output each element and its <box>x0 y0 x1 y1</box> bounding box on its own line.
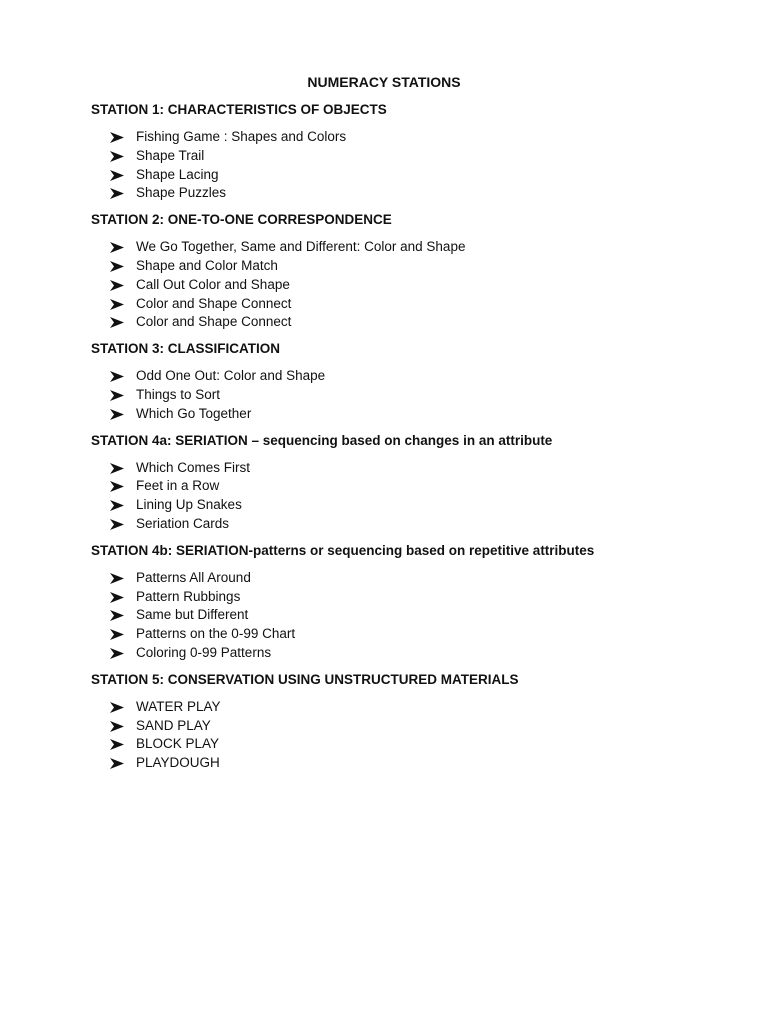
activity-item <box>110 515 731 534</box>
activity-item <box>110 606 731 625</box>
activity-item <box>110 367 731 386</box>
activity-label: Patterns All Around <box>136 569 251 585</box>
activity-item <box>110 717 731 736</box>
arrowhead-bullet-icon <box>110 573 124 584</box>
activity-item <box>110 147 731 166</box>
station-activity-list <box>91 238 731 332</box>
arrowhead-bullet-icon <box>110 317 124 328</box>
activity-item <box>110 569 731 588</box>
arrowhead-bullet-icon <box>110 610 124 621</box>
activity-item <box>110 295 731 314</box>
activity-label: PLAYDOUGH <box>136 755 220 771</box>
activity-label: Shape Puzzles <box>136 185 227 201</box>
station-section <box>91 211 731 332</box>
arrowhead-bullet-icon <box>110 519 124 530</box>
station-activity-list <box>91 128 731 203</box>
activity-label: Same but Different <box>136 607 249 623</box>
activity-label: Call Out Color and Shape <box>136 276 290 292</box>
station-heading: STATION 1: CHARACTERISTICS OF OBJECTS <box>91 102 387 117</box>
arrowhead-bullet-icon <box>110 648 124 659</box>
station-activity-list <box>91 569 731 663</box>
station-heading: STATION 5: CONSERVATION USING UNSTRUCTURED MATERIALS <box>91 671 519 687</box>
activity-label: Odd One Out: Color and Shape <box>136 368 326 384</box>
station-section <box>91 671 731 773</box>
activity-label: Feet in a Row <box>136 478 220 494</box>
activity-item <box>110 588 731 607</box>
station-heading: STATION 4b: SERIATION-patterns or sequencing based on repetitive attributes <box>91 542 595 558</box>
arrowhead-bullet-icon <box>110 170 124 181</box>
activity-item <box>110 698 731 717</box>
activity-label: Shape Lacing <box>136 166 219 182</box>
station-heading: STATION 3: CLASSIFICATION <box>91 341 280 357</box>
arrowhead-bullet-icon <box>110 261 124 272</box>
activity-item <box>110 166 731 185</box>
activity-item <box>110 459 731 478</box>
station-heading: STATION 4a: SERIATION – sequencing based on changes in an attribute <box>91 432 553 448</box>
activity-label: We Go Together, Same and Different: Color and Shape <box>136 239 466 255</box>
station-activity-list <box>91 459 731 534</box>
station-section <box>91 340 731 423</box>
station-heading: STATION 2: ONE-TO-ONE CORRESPONDENCE <box>91 212 392 228</box>
station-activity-list <box>91 698 731 773</box>
activity-item <box>110 477 731 496</box>
activity-label: BLOCK PLAY <box>136 736 220 752</box>
activity-item <box>110 184 731 203</box>
activity-item <box>110 313 731 332</box>
activity-label: Pattern Rubbings <box>136 588 241 604</box>
arrowhead-bullet-icon <box>110 280 124 291</box>
activity-item <box>110 238 731 257</box>
activity-item <box>110 257 731 276</box>
activity-label: Things to Sort <box>136 386 221 402</box>
arrowhead-bullet-icon <box>110 702 124 713</box>
arrowhead-bullet-icon <box>110 371 124 382</box>
activity-label: Patterns on the 0-99 Chart <box>136 626 296 642</box>
station-section <box>91 101 731 203</box>
arrowhead-bullet-icon <box>110 481 124 492</box>
station-section <box>91 542 731 663</box>
station-activity-list <box>91 367 731 423</box>
document-title: NUMERACY STATIONS <box>307 74 461 90</box>
activity-item <box>110 625 731 644</box>
activity-label: Seriation Cards <box>136 515 230 531</box>
arrowhead-bullet-icon <box>110 500 124 511</box>
arrowhead-bullet-icon <box>110 299 124 310</box>
arrowhead-bullet-icon <box>110 242 124 253</box>
activity-item <box>110 496 731 515</box>
station-section <box>91 432 731 534</box>
arrowhead-bullet-icon <box>110 758 124 769</box>
arrowhead-bullet-icon <box>110 739 124 750</box>
activity-item <box>110 128 731 147</box>
activity-label: Fishing Game : Shapes and Colors <box>136 129 347 144</box>
arrowhead-bullet-icon <box>110 409 124 420</box>
arrowhead-bullet-icon <box>110 151 124 162</box>
activity-label: Which Comes First <box>136 459 251 475</box>
activity-item <box>110 754 731 773</box>
activity-label: Shape and Color Match <box>136 257 278 273</box>
arrowhead-bullet-icon <box>110 132 124 143</box>
stations-list <box>91 101 731 781</box>
activity-item <box>110 644 731 663</box>
activity-label: Coloring 0-99 Patterns <box>136 644 272 660</box>
activity-item <box>110 405 731 424</box>
activity-label: Shape Trail <box>136 147 205 163</box>
activity-item <box>110 386 731 405</box>
activity-label: SAND PLAY <box>136 717 211 733</box>
activity-label: Which Go Together <box>136 405 252 421</box>
arrowhead-bullet-icon <box>110 463 124 474</box>
arrowhead-bullet-icon <box>110 721 124 732</box>
arrowhead-bullet-icon <box>110 629 124 640</box>
arrowhead-bullet-icon <box>110 188 124 199</box>
arrowhead-bullet-icon <box>110 592 124 603</box>
activity-label: Lining Up Snakes <box>136 497 242 513</box>
arrowhead-bullet-icon <box>110 390 124 401</box>
activity-label: Color and Shape Connect <box>136 314 292 330</box>
activity-item <box>110 735 731 754</box>
activity-item <box>110 276 731 295</box>
activity-label: Color and Shape Connect <box>136 295 292 311</box>
activity-label: WATER PLAY <box>136 698 221 714</box>
